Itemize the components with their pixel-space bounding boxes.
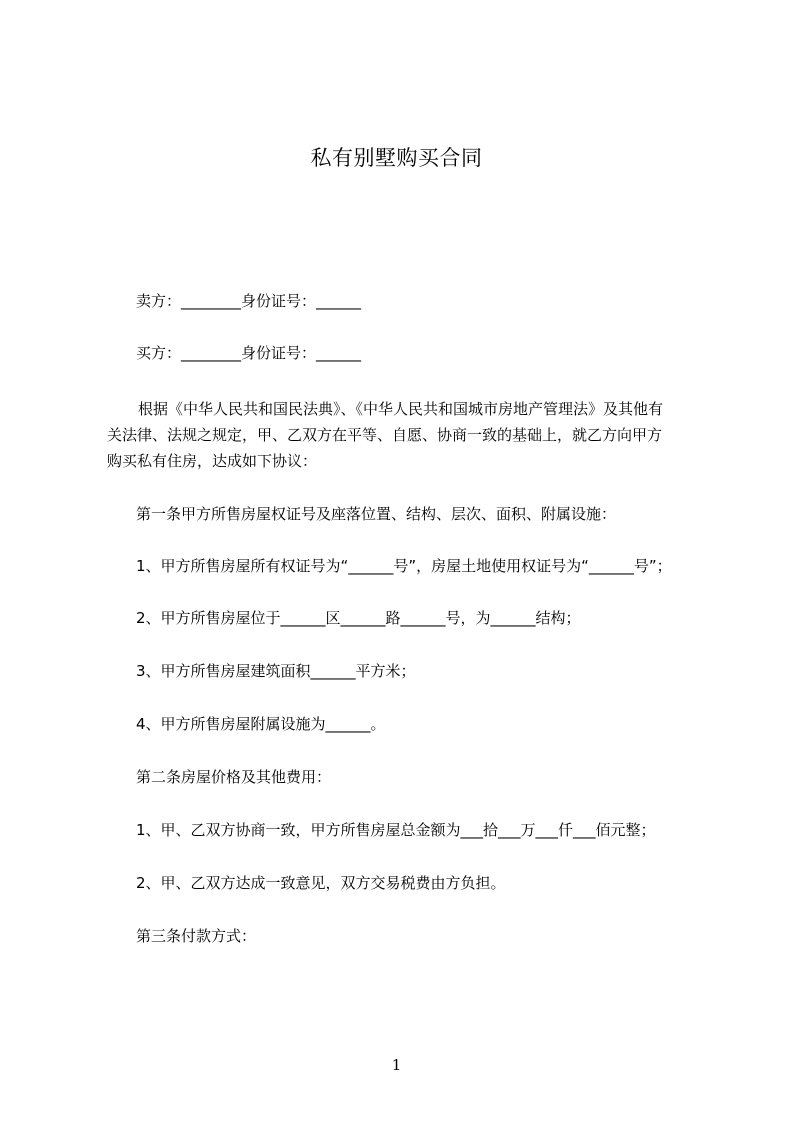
- article1-heading: 第一条甲方所售房屋权证号及座落位置、结构、层次、面积、附属设施：: [136, 505, 617, 523]
- intro-paragraph: [105, 396, 725, 474]
- article1-item-2: 2、甲方所售房屋位于______区______路______号，为______结构；: [136, 609, 581, 627]
- article2-item-2: 2、甲、乙双方达成一致意见，双方交易税费由方负担。: [136, 874, 506, 892]
- intro-paragraph-line: 关法律、法规之规定，甲、乙双方在平等、自愿、协商一致的基础上，就乙方向甲方: [107, 426, 663, 444]
- buyer-line: 买方：________身份证号：______: [136, 344, 362, 362]
- page-number: 1: [391, 1056, 402, 1074]
- document-title: 私有别墅购买合同: [310, 146, 483, 170]
- article3-heading: 第三条付款方式：: [136, 927, 257, 945]
- intro-paragraph-line: 根据《中华人民共和国民法典》、《中华人民共和国城市房地产管理法》及其他有: [138, 400, 664, 418]
- intro-paragraph-line: 购买私有住房，达成如下协议：: [107, 452, 318, 470]
- article2-item-1: 1、甲、乙双方协商一致，甲方所售房屋总金额为___拾___万___仟___佰元整；: [136, 821, 656, 839]
- seller-line: 卖方：________身份证号：______: [136, 292, 362, 310]
- article1-item-1: 1、甲方所售房屋所有权证号为“______号”，房屋土地使用权证号为“______号”；: [136, 557, 672, 575]
- article2-heading: 第二条房屋价格及其他费用：: [136, 768, 332, 786]
- article1-item-3: 3、甲方所售房屋建筑面积______平方米；: [136, 662, 416, 680]
- article1-item-4: 4、甲方所售房屋附属设施为______。: [136, 715, 386, 733]
